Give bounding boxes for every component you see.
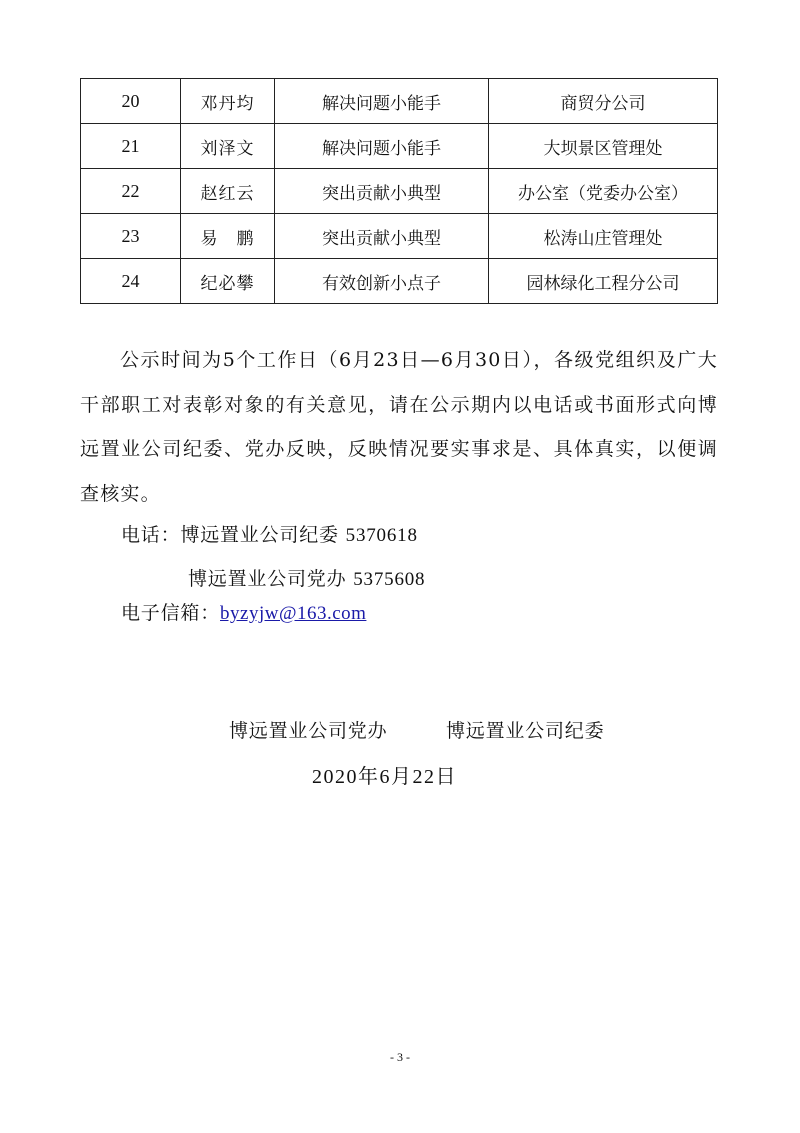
cell-award: 解决问题小能手 <box>275 124 489 169</box>
cell-unit: 办公室（党委办公室） <box>489 169 718 214</box>
cell-award: 突出贡献小典型 <box>275 214 489 259</box>
phone-line-1 <box>121 520 418 547</box>
signature-org-1: 博远置业公司党办 <box>229 720 388 742</box>
phone2-number: 5375608 <box>353 569 426 590</box>
cell-name: 易 鹏 <box>181 214 275 259</box>
cell-unit: 商贸分公司 <box>489 79 718 124</box>
phone-line-2 <box>188 564 425 591</box>
table-row <box>81 124 718 169</box>
page-number: - 3 - <box>390 1050 410 1064</box>
cell-name: 刘泽文 <box>181 124 275 169</box>
phone-label: 电话： <box>121 524 181 546</box>
cell-award: 有效创新小点子 <box>275 259 489 304</box>
cell-number: 22 <box>81 169 181 214</box>
signature-org-2: 博远置业公司纪委 <box>446 720 605 742</box>
cell-number: 24 <box>81 259 181 304</box>
phone1-org: 博远置业公司纪委 <box>180 524 339 546</box>
cell-number: 20 <box>81 79 181 124</box>
cell-unit: 松涛山庄管理处 <box>489 214 718 259</box>
notice-paragraph: 公示时间为5个工作日（6月23日—6月30日），各级党组织及广大干部职工对表彰对象的有关意见，请在公示期内以电话或书面形式向博远置业公司纪委、党办反映，反映情况要实事求是、具体真实，以便调查核实。 <box>80 349 718 505</box>
table-row <box>81 79 718 124</box>
award-table <box>80 78 718 304</box>
cell-unit: 大坝景区管理处 <box>489 124 718 169</box>
cell-name: 邓丹均 <box>181 79 275 124</box>
cell-number: 23 <box>81 214 181 259</box>
cell-name: 赵红云 <box>181 169 275 214</box>
email-line <box>121 598 366 625</box>
cell-name: 纪必攀 <box>181 259 275 304</box>
phone1-number: 5370618 <box>345 525 418 546</box>
email-link[interactable]: byzyjw@163.com <box>220 603 367 624</box>
table-row <box>81 214 718 259</box>
table-row <box>81 259 718 304</box>
cell-number: 21 <box>81 124 181 169</box>
cell-award: 解决问题小能手 <box>275 79 489 124</box>
cell-award: 突出贡献小典型 <box>275 169 489 214</box>
phone2-org: 博远置业公司党办 <box>188 568 347 590</box>
signature-date: 2020年6月22日 <box>312 766 457 788</box>
table-row <box>81 169 718 214</box>
email-label: 电子信箱： <box>121 602 221 624</box>
cell-unit: 园林绿化工程分公司 <box>489 259 718 304</box>
